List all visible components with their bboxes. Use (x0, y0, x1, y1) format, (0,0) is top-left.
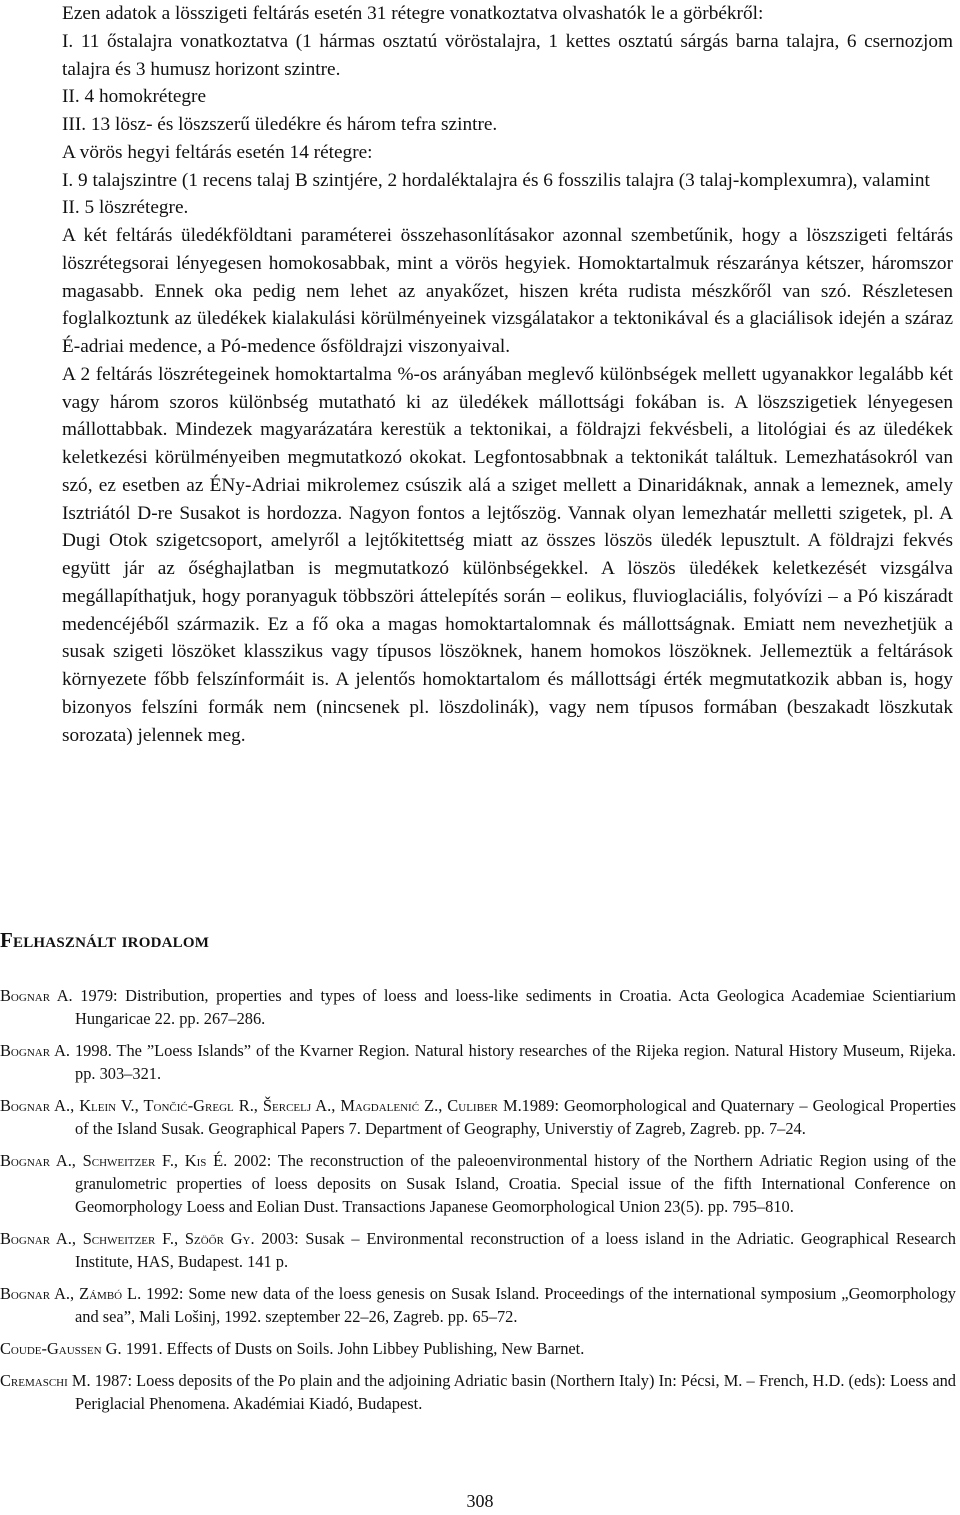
reference-authors: Bognar A., Klein V., Tončić-Gregl R., Šercelj A., Magdalenić Z., Culiber M. (0, 1096, 522, 1115)
body-text (0, 0, 953, 749)
reference-item (0, 1282, 956, 1328)
reference-authors: Bognar A., Schweitzer F., Kis É. (0, 1151, 228, 1170)
reference-authors: Bognar A. (0, 986, 73, 1005)
reference-item (0, 1149, 956, 1218)
reference-item (0, 1039, 956, 1085)
reference-text: 2003: Susak – Environmental reconstruction of a loess island in the Adriatic. Geographical Research Institute, HAS, Budapest. 141 p. (75, 1229, 956, 1271)
reference-text: 1991. Effects of Dusts on Soils. John Libbey Publishing, New Barnet. (121, 1339, 585, 1358)
paragraph: I. 9 talajszintre (1 recens talaj B szintjére, 2 hordaléktalajra és 6 fosszilis talajra (3 talaj-komplexumra), valamint (62, 169, 930, 191)
page-number: 308 (466, 1491, 494, 1511)
paragraph: A 2 feltárás löszrétegeinek homoktartalma %-os arányában meglevő különbségek mellett ugyanakkor legalább két vagy három szoros különbség mutatható ki az üledékek mállottsági fokában is. A löszszigetiek lényegesen mállottabbak. Mindezek magyarázatára kerestük a tektonikai, a földrajzi fekvésbeli, a litológiai és az üledékek keletkezési körülményeiben megmutatkozó okokat. Legfontosabbnak a tektonikát találtuk. Lemezhatásokról van szó, ez esetben az ÉNy-Adriai mikrolemez csúszik alá a sziget mellett a Dinaridáknak, annak a lemeznek, amely Isztriától D-re Susakot is hordozza. Nagyon fontos a lejtőszög. Vannak olyan lemezhatár melletti szigetek, pl. A Dugi Otok szigetcsoport, amelyről a lejtőkitettség miatt az összes löszös üledék lepusztult. A földrajzi fekvés együtt jár az őséghajlatban is megmutatkozó különbségekkel. A löszös üledékek keletkezését vizsgálva megállapíthatjuk, hogy poranyaguk többszöri áttelepítés során – eolikus, fluvioglaciális, folyóvízi – a Pó kiszáradt medencéjéből származik. Ez a fő oka a magas homoktartalomnak és mállottságnak. Emiatt nem nevezhetjük a susak szigeti löszöket klasszikus vagy típusos löszöknek, hanem homokos löszöknek. Jellemeztük a feltárások környezete főbb felszínformáit is. A jelentős homoktartalom és mállottsági érték megmutatkozik abban is, hogy bizonyos felszíni formák nem (nincsenek pl. löszdolinák), vagy nem típusos formában (beszakadt löszkutak sorozata) jelennek meg. (62, 363, 953, 746)
reference-item (0, 1094, 956, 1140)
reference-text: 1979: Distribution, properties and types of loess and loess-like sediments in Croatia. Acta Geologica Academiae Scientiarium Hungaricae 22. pp. 267–286. (72, 986, 956, 1028)
reference-authors: Cremaschi M. (0, 1371, 91, 1390)
reference-text: 1989: Geomorphological and Quaternary – Geological Properties of the Island Susak. Geographical Papers 7. Department of Geography, Universtiy of Zagreb, Zagreb. pp. 7–24. (75, 1096, 957, 1138)
reference-authors: Bognar A. (0, 1041, 71, 1060)
reference-authors: Coude-Gaussen G. (0, 1339, 122, 1358)
reference-item (0, 1227, 956, 1273)
reference-text: 1987: Loess deposits of the Po plain and the adjoining Adriatic basin (Northern Italy) In: Pécsi, M. – French, H.D. (eds): Loess and Periglacial Phenomena. Akadémiai Kiadó, Budapest. (75, 1371, 957, 1413)
reference-text: 2002: The reconstruction of the paleoenvironmental history of the Northern Adriatic Region using of the granulometric properties of loess deposits on Susak Island, Croatia. Special issue of the fifth International Conference on Geomorphology Loess and Eolian Dust. Transactions Japanese Geomorphological Union 23(5). pp. 795–810. (75, 1151, 956, 1216)
reference-authors: Bognar A., Schweitzer F., Szöőr Gy. (0, 1229, 255, 1248)
section-title-text: Felhasznált irodalom (0, 928, 210, 952)
reference-text: 1998. The ”Loess Islands” of the Kvarner Region. Natural history researches of the Rijeka region. Natural History Museum, Rijeka. pp. 303–321. (70, 1041, 956, 1083)
reference-item (0, 1337, 956, 1360)
section-title (0, 928, 209, 953)
reference-text: 1992: Some new data of the loess genesis on Susak Island. Proceedings of the international symposium „Geomorphology and sea”, Mali Lošinj, 1992. szeptember 22–26, Zagreb. pp. 65–72. (75, 1284, 957, 1326)
paragraph: II. 5 löszrétegre. (62, 197, 189, 219)
reference-list (0, 984, 956, 1424)
paragraph: II. 4 homokrétegre (62, 86, 207, 108)
paragraph: A két feltárás üledékföldtani paraméterei összehasonlításakor azonnal szembetűnik, hogy a löszszigeti feltárás löszrétegsorai lényegesen homokosabbak, mint a vörös hegyiek. Homoktartalmuk részaránya kétszer, háromszor magasabb. Ennek oka pedig nem lehet az anyakőzet, hiszen kréta rudista mészkőről van szó. Részletesen foglalkoztunk az üledékek kialakulási körülményeinek vizsgálatakor a tektonikával és a glaciálisok idején a száraz É-adriai medence, a Pó-medence ősföldrajzi viszonyaival. (62, 225, 953, 357)
paragraph: I. 11 őstalajra vonatkoztatva (1 hármas osztatú vöröstalajra, 1 kettes osztatú sárgás barna talajra, 6 csernozjom talajra és 3 humusz horizont szintre. (62, 30, 953, 80)
reference-item (0, 984, 956, 1030)
reference-item (0, 1369, 956, 1415)
paragraph: A vörös hegyi feltárás esetén 14 rétegre: (62, 141, 373, 163)
paragraph: Ezen adatok a lösszigeti feltárás esetén 31 rétegre vonatkoztatva olvashatók le a görbékről: (62, 3, 764, 24)
paragraph: III. 13 lösz- és löszszerű üledékre és három tefra szintre. (62, 114, 498, 135)
reference-authors: Bognar A., Zámbó L. (0, 1284, 142, 1303)
